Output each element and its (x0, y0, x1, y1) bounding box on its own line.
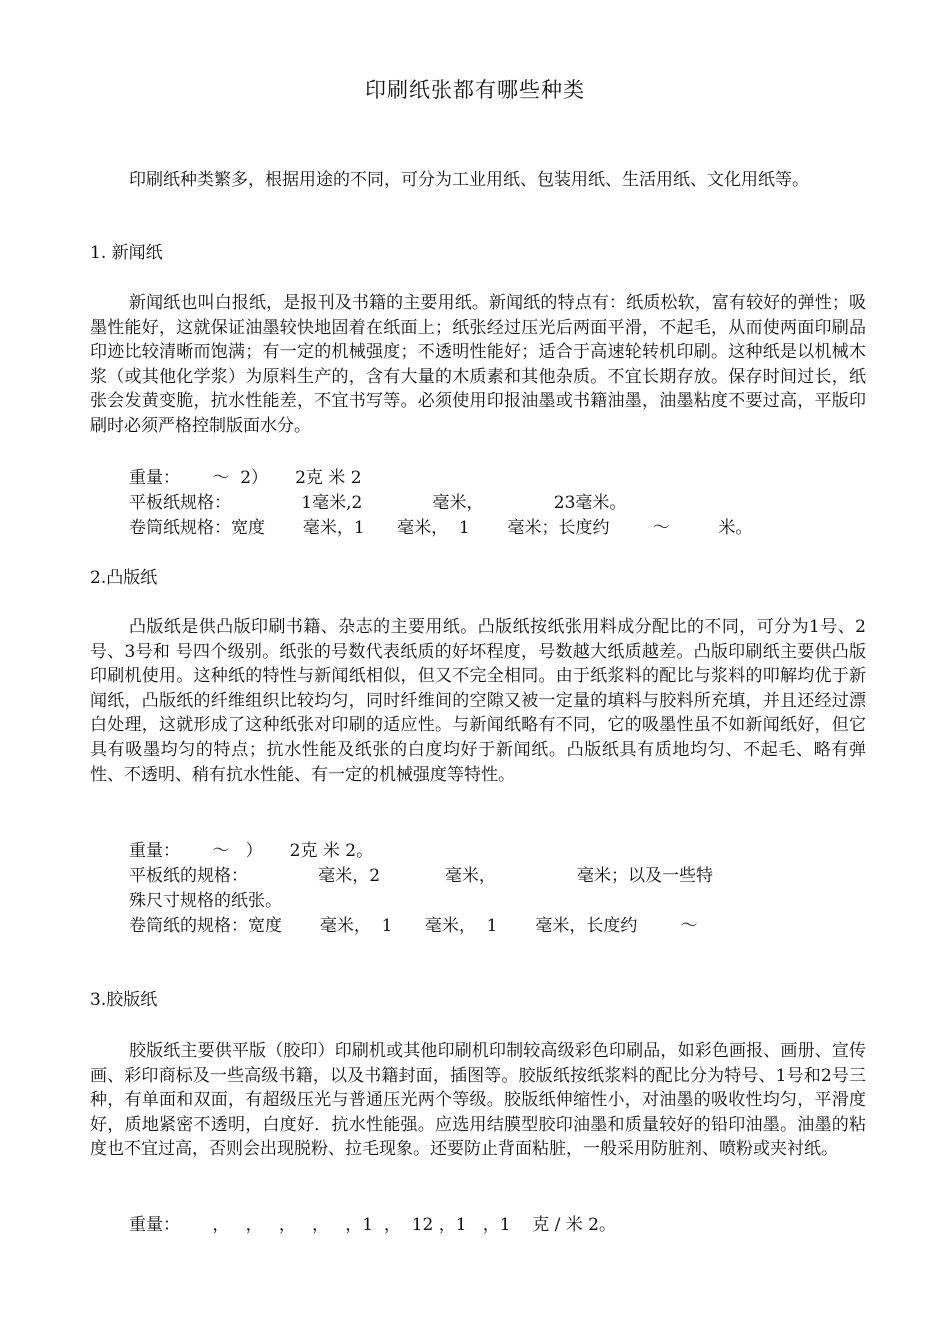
spec-line: 卷筒纸规格：宽度 毫米，1 毫米， 1 毫米；长度约 ～ 米。 (129, 518, 753, 538)
section-heading-offset: 3.胶版纸 (90, 990, 158, 1010)
spec-line: 卷筒纸的规格：宽度 毫米， 1 毫米， 1 毫米，长度约 ～ (129, 916, 698, 936)
section-heading-letterpress: 2.凸版纸 (90, 568, 158, 588)
section-heading-newsprint: 1. 新闻纸 (90, 243, 163, 263)
document-title: 印刷纸张都有哪些种类 (365, 78, 585, 102)
intro-paragraph: 印刷纸种类繁多，根据用途的不同，可分为工业用纸、包装用纸、生活用纸、文化用纸等。 (129, 170, 809, 190)
section-body-offset: 胶版纸主要供平版（胶印）印刷机或其他印刷机印制较高级彩色印刷品，如彩色画报、画册、宣传画、彩印商标及一些高级书籍，以及书籍封面，插图等。胶版纸按纸浆料的配比分为特号、1号和2号三种，有单面和双面，有超级压光与普通压光两个等级。胶版纸伸缩性小，对油墨的吸收性均匀，平滑度好，质地紧密不透明，白度好．抗水性能强。应选用结膜型胶印油墨和质量较好的铅印油墨。油墨的粘度也不宜过高，否则会出现脱粉、拉毛现象。还要防止背面粘脏，一般采用防脏剂、喷粉或夹衬纸。 (90, 1041, 866, 1160)
spec-line: 重量： ～ ） 2克 米 2。 (129, 841, 374, 861)
spec-line: 平板纸规格： 1毫米,2 毫米， 23毫米。 (129, 493, 627, 513)
spec-line: 殊尺寸规格的纸张。 (129, 891, 282, 911)
spec-line: 平板纸的规格： 毫米，2 毫米， 毫米；以及一些特 (129, 866, 713, 886)
section-body-letterpress: 凸版纸是供凸版印刷书籍、杂志的主要用纸。凸版纸按纸张用料成分配比的不同，可分为1号、2号、3号和 号四个级别。纸张的号数代表纸质的好坏程度，号数越大纸质越差。凸版印刷纸主要供凸版印刷机使用。这种纸的特性与新闻纸相似，但又不完全相同。由于纸浆料的配比与浆料的叩解均优于新闻纸，凸版纸的纤维组织比较均匀，同时纤维间的空隙又被一定量的填料与胶料所充填，并且还经过漂白处理，这就形成了这种纸张对印刷的适应性。与新闻纸略有不同，它的吸墨性虽不如新闻纸好，但它具有吸墨均匀的特点；抗水性能及纸张的白度均好于新闻纸。凸版纸具有质地均匀、不起毛、略有弹性、不透明、稍有抗水性能、有一定的机械强度等特性。 (90, 617, 866, 785)
spec-line: 重量： ～ 2） 2克 米 2 (129, 468, 362, 488)
section-body-newsprint: 新闻纸也叫白报纸，是报刊及书籍的主要用纸。新闻纸的特点有：纸质松软，富有较好的弹性；吸墨性能好，这就保证油墨较快地固着在纸面上；纸张经过压光后两面平滑，不起毛，从而使两面印刷品印迹比较清晰而饱满；有一定的机械强度；不透明性能好；适合于高速轮转机印刷。这种纸是以机械木浆（或其他化学浆）为原料生产的，含有大量的木质素和其他杂质。不宜长期存放。保存时间过长，纸张会发黄变脆，抗水性能差，不宜书写等。必须使用印报油墨或书籍油墨，油墨粘度不要过高，平版印刷时必须严格控制版面水分。 (90, 293, 866, 436)
spec-line: 重量： ， ， ， ， ，1 ， 12 ，1 ，1 克 / 米 2。 (129, 1215, 616, 1235)
